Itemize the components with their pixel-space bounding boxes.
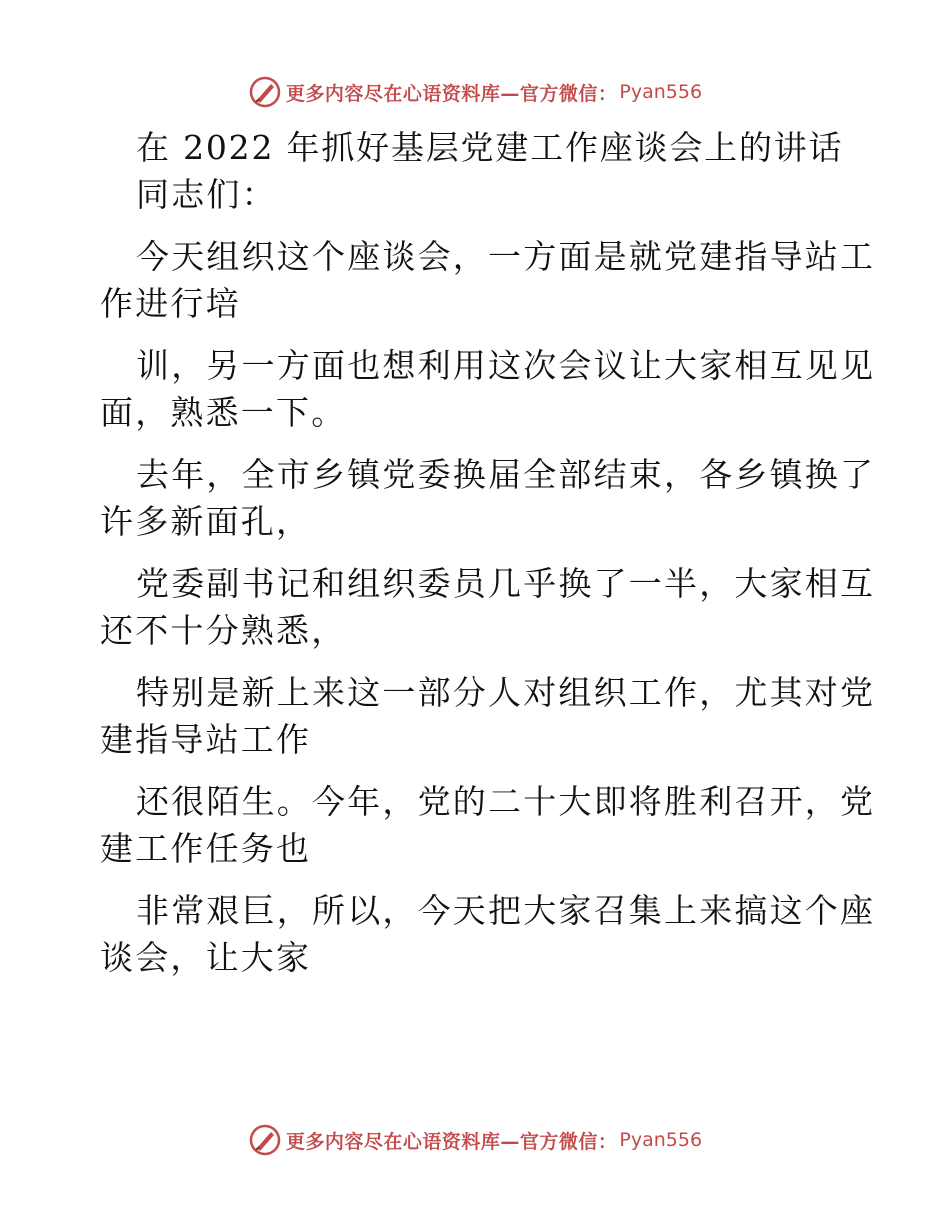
paragraph-line: 今天组织这个座谈会，一方面是就党建指导站工 bbox=[136, 237, 876, 276]
paragraph bbox=[100, 669, 876, 763]
banner-text: 更多内容尽在心语资料库—官方微信： bbox=[285, 1130, 618, 1153]
paragraph-line: 面，熟悉一下。 bbox=[100, 393, 347, 432]
paragraph bbox=[100, 233, 876, 327]
banner-wechat-id: Pyan556 bbox=[619, 81, 703, 103]
document-title: 在 2022 年抓好基层党建工作座谈会上的讲话 bbox=[136, 128, 844, 167]
header-watermark-banner bbox=[0, 72, 950, 112]
paragraph bbox=[100, 342, 876, 436]
banner-text: 更多内容尽在心语资料库—官方微信： bbox=[285, 82, 618, 105]
salutation: 同志们： bbox=[136, 175, 277, 214]
banner-wechat-id: Pyan556 bbox=[619, 1129, 703, 1151]
paragraph-line: 还不十分熟悉， bbox=[100, 611, 347, 650]
paragraph-line: 建工作任务也 bbox=[100, 829, 312, 868]
paragraph-line: 去年，全市乡镇党委换届全部结束，各乡镇换了 bbox=[136, 455, 876, 494]
paragraph bbox=[100, 887, 876, 981]
document-body bbox=[100, 124, 876, 981]
paragraph-line: 非常艰巨，所以，今天把大家召集上来搞这个座 bbox=[136, 891, 876, 930]
paragraph bbox=[100, 560, 876, 654]
paragraph-line: 作进行培 bbox=[100, 284, 241, 323]
footer-watermark-banner bbox=[0, 1120, 950, 1160]
paragraph-line: 特别是新上来这一部分人对组织工作，尤其对党 bbox=[136, 673, 876, 712]
paragraph-line: 党委副书记和组织委员几乎换了一半，大家相互 bbox=[136, 564, 876, 603]
paragraph-line: 许多新面孔， bbox=[100, 502, 312, 541]
paragraph-line: 还很陌生。今年，党的二十大即将胜利召开，党 bbox=[136, 782, 876, 821]
paragraph-line: 建指导站工作 bbox=[100, 720, 312, 759]
pen-logo-icon bbox=[248, 75, 282, 109]
paragraph-line: 训，另一方面也想利用这次会议让大家相互见见 bbox=[136, 346, 876, 385]
paragraph bbox=[100, 451, 876, 545]
paragraph bbox=[100, 778, 876, 872]
paragraph-line: 谈会，让大家 bbox=[100, 938, 312, 977]
pen-logo-icon bbox=[248, 1123, 282, 1157]
